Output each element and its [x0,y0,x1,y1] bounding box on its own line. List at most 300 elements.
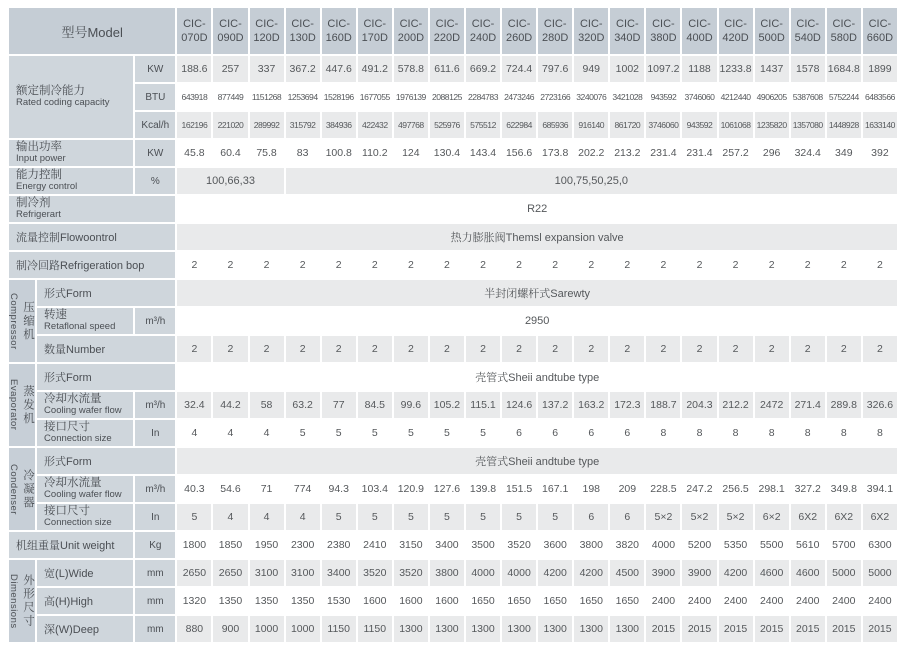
value-cell: 221020 [213,112,247,138]
row-label-energy-control [9,168,133,194]
value-cell: 2473246 [502,84,536,110]
value-cell: 2015 [827,616,861,642]
value-cell: 271.4 [791,392,825,418]
model-code: 400D [686,32,713,44]
row-label-text: 高(H)High [44,596,93,608]
value-cell: 8 [682,420,716,446]
section-label-zh: 蒸发机 [22,384,35,426]
span-cell: 热力膨胀阀Themsl expansion valve [177,224,897,250]
value-cell: 1350 [286,588,320,614]
value-cell: 156.6 [502,140,536,166]
value-cell: 213.2 [610,140,644,166]
value-cell: 4 [213,420,247,446]
value-cell: 2400 [827,588,861,614]
unit-cell: mm [135,588,175,614]
table-row [9,84,897,110]
value-cell: 2 [430,252,464,278]
model-prefix: CIC- [652,17,675,30]
section-label-en: Compressor [8,292,20,350]
value-cell: 525976 [430,112,464,138]
value-cell: 367.2 [286,56,320,82]
table-row [9,476,897,502]
value-cell: 949 [574,56,608,82]
value-cell: 2 [646,252,680,278]
value-cell: 6 [538,420,572,446]
value-cell: 71 [250,476,284,502]
value-cell: 2 [719,336,753,362]
unit-cell: mm [135,616,175,642]
model-code: 240D [469,32,497,44]
model-header-cell [719,8,753,54]
model-header-cell [430,8,464,54]
value-cell: 75.8 [250,140,284,166]
value-cell: 5 [358,420,392,446]
model-header-cell [682,8,716,54]
value-cell: 685936 [538,112,572,138]
value-cell: 4200 [574,560,608,586]
value-cell: 5 [322,420,356,446]
value-cell: 2015 [755,616,789,642]
value-cell: 1600 [358,588,392,614]
value-cell: 1633140 [863,112,897,138]
value-cell: 2 [213,336,247,362]
model-prefix: CIC- [724,17,747,30]
row-label-refrigeration-loop [9,252,175,278]
value-cell: 5×2 [719,504,753,530]
value-cell: 1684.8 [827,56,861,82]
value-cell: 202.2 [574,140,608,166]
model-label-cell: 型号Model [9,8,175,54]
value-cell: 3400 [322,560,356,586]
value-cell: 4200 [538,560,572,586]
value-cell: 1950 [250,532,284,558]
value-cell: 103.4 [358,476,392,502]
value-cell: 5500 [755,532,789,558]
value-cell: 3100 [286,560,320,586]
value-cell: 5 [322,504,356,530]
model-code: 070D [181,32,208,44]
value-cell: 3500 [466,532,500,558]
table-row [9,280,897,306]
row-label-zh: 接口尺寸 [44,420,91,433]
row-label-dim-deep [37,616,133,642]
table-row [9,504,897,530]
row-label-dim-high [37,588,133,614]
model-header-cell [322,8,356,54]
value-cell: 880 [177,616,211,642]
value-cell: 151.5 [502,476,536,502]
value-cell: 5 [466,420,500,446]
model-code: 170D [361,32,388,44]
value-cell: 1650 [574,588,608,614]
row-label-zh: 输出功率 [16,140,62,153]
value-cell: 212.2 [719,392,753,418]
value-cell: 1528196 [322,84,356,110]
row-label-text: 深(W)Deep [44,624,100,636]
spec-table [7,6,899,644]
value-cell: 5 [502,504,536,530]
value-cell: 137.2 [538,392,572,418]
row-label-text: 流量控制Flowoontrol [16,232,117,244]
value-cell: 8 [791,420,825,446]
value-cell: 188.7 [646,392,680,418]
unit-cell: In [135,504,175,530]
value-cell: 2 [286,336,320,362]
value-cell: 5 [358,504,392,530]
value-cell: 422432 [358,112,392,138]
model-code: 540D [794,32,821,44]
value-cell: 198 [574,476,608,502]
value-cell: 2284783 [466,84,500,110]
unit-cell: BTU [135,84,175,110]
model-header-cell [213,8,247,54]
value-cell: 3600 [538,532,572,558]
unit-cell: Kcal/h [135,112,175,138]
value-cell: 1650 [502,588,536,614]
value-cell: 1151268 [250,84,284,110]
value-cell: 2400 [791,588,825,614]
value-cell: 5610 [791,532,825,558]
row-label-evaporator-form [37,364,175,390]
value-cell: 4 [213,504,247,530]
row-label-compressor-number [37,336,175,362]
value-cell: 1150 [322,616,356,642]
row-label-condenser-form [37,448,175,474]
value-cell: 2400 [646,588,680,614]
value-cell: 2 [322,252,356,278]
table-row [9,224,897,250]
value-cell: 3746060 [682,84,716,110]
row-label-text: 机组重量Unit weight [16,540,115,552]
value-cell: 8 [719,420,753,446]
value-cell: 2 [358,252,392,278]
row-label-zh: 冷却水流量 [44,476,102,489]
value-cell: 2 [430,336,464,362]
row-label-evaporator-flow [37,392,133,418]
model-code: 320D [578,32,605,44]
value-cell: 4000 [646,532,680,558]
value-cell: 4200 [719,560,753,586]
value-cell: 1650 [610,588,644,614]
model-prefix: CIC- [688,17,711,30]
value-cell: 1976139 [394,84,428,110]
value-cell: 1300 [502,616,536,642]
model-header-cell [177,8,211,54]
value-cell: 1235820 [755,112,789,138]
value-cell: 2 [538,252,572,278]
value-cell: 575512 [466,112,500,138]
value-cell: 3150 [394,532,428,558]
value-cell: 1097.2 [646,56,680,82]
value-cell: 6X2 [827,504,861,530]
value-cell: 139.8 [466,476,500,502]
value-cell: 1650 [466,588,500,614]
value-cell: 115.1 [466,392,500,418]
model-code: 340D [614,32,641,44]
value-cell: 172.3 [610,392,644,418]
model-header-cell [394,8,428,54]
value-cell: 2 [250,252,284,278]
row-label-en: Rated coding capacity [16,97,110,109]
value-cell: 3400 [430,532,464,558]
section-label-condenser-form [9,448,35,530]
value-cell: 2015 [646,616,680,642]
value-cell: 797.6 [538,56,572,82]
unit-cell: mm [135,560,175,586]
value-cell: 1300 [394,616,428,642]
value-cell: 5387608 [791,84,825,110]
value-cell: 256.5 [719,476,753,502]
table-row [9,448,897,474]
row-label-en: Retaflonal speed [44,321,116,333]
model-header-cell [646,8,680,54]
model-code: 580D [830,32,857,44]
value-cell: 44.2 [213,392,247,418]
row-label-zh: 能力控制 [16,168,62,181]
value-cell: 1300 [466,616,500,642]
value-cell: 491.2 [358,56,392,82]
value-cell: 1850 [213,532,247,558]
value-cell: 6X2 [791,504,825,530]
value-cell: 2650 [177,560,211,586]
value-cell: 2 [791,336,825,362]
value-cell: 1300 [430,616,464,642]
value-cell: 4 [286,504,320,530]
row-label-zh: 冷却水流量 [44,392,102,405]
value-cell: 231.4 [682,140,716,166]
value-cell: 1300 [610,616,644,642]
value-cell: 4000 [466,560,500,586]
model-prefix: CIC- [291,17,314,30]
value-cell: 2015 [791,616,825,642]
value-cell: 6 [502,420,536,446]
value-cell: 5752244 [827,84,861,110]
value-cell: 611.6 [430,56,464,82]
value-cell: 1677055 [358,84,392,110]
value-cell: 2650 [213,560,247,586]
value-cell: 669.2 [466,56,500,82]
value-cell: 209 [610,476,644,502]
table-row [9,168,897,194]
value-cell: 6 [574,420,608,446]
value-cell: 2 [394,336,428,362]
value-cell: 5 [430,420,464,446]
value-cell: 2380 [322,532,356,558]
value-cell: 392 [863,140,897,166]
model-prefix: CIC- [868,17,892,30]
value-cell: 315792 [286,112,320,138]
row-label-en: Input power [16,153,66,165]
value-cell: 2400 [682,588,716,614]
model-code: 220D [433,32,461,44]
row-label-text: 形式Form [44,456,92,468]
unit-cell: Kg [135,532,175,558]
value-cell: 3800 [574,532,608,558]
value-cell: 8 [755,420,789,446]
row-label-en: Connection size [44,433,112,445]
value-cell: 349.8 [827,476,861,502]
value-cell: 622984 [502,112,536,138]
unit-cell: KW [135,140,175,166]
value-cell: 45.8 [177,140,211,166]
value-cell: 1002 [610,56,644,82]
value-cell: 54.6 [213,476,247,502]
table-row [9,8,897,54]
table-row [9,392,897,418]
model-code: 380D [650,32,677,44]
value-cell: 4600 [755,560,789,586]
value-cell: 2 [574,252,608,278]
model-code: 200D [397,32,425,44]
value-cell: 77 [322,392,356,418]
value-cell: 6300 [863,532,897,558]
table-row [9,616,897,642]
value-cell: 643918 [177,84,211,110]
section-label-zh: 冷凝器 [22,468,35,510]
value-cell: 6 [610,420,644,446]
value-cell: 1000 [250,616,284,642]
value-cell: 2 [502,336,536,362]
value-cell: 32.4 [177,392,211,418]
value-cell: 3520 [358,560,392,586]
value-cell: 289.8 [827,392,861,418]
value-cell: 2410 [358,532,392,558]
value-cell: 1188 [682,56,716,82]
value-cell: 231.4 [646,140,680,166]
span-cell: 2950 [177,308,897,334]
table-row [9,252,897,278]
value-cell: 3900 [646,560,680,586]
value-cell: 943592 [682,112,716,138]
value-cell: 4600 [791,560,825,586]
value-cell: 40.3 [177,476,211,502]
value-cell: 2 [719,252,753,278]
model-code: 130D [289,32,316,44]
model-prefix: CIC- [796,17,820,30]
table-row [9,532,897,558]
row-label-condenser-flow [37,476,133,502]
value-cell: 1578 [791,56,825,82]
value-cell: 2015 [682,616,716,642]
value-cell: 58 [250,392,284,418]
model-header-cell [250,8,284,54]
value-cell: 4 [177,420,211,446]
row-label-text: 数量Number [44,344,106,356]
row-label-en: Energy control [16,181,78,193]
model-header-cell [791,8,825,54]
value-cell: 8 [646,420,680,446]
row-label-evaporator-connection [37,420,133,446]
section-label-zh: 外形尺寸 [22,573,35,628]
value-cell: 8 [827,420,861,446]
value-cell: 326.6 [863,392,897,418]
model-code: 420D [722,32,749,44]
value-cell: 2 [177,336,211,362]
row-label-en: Cooling wafer flow [44,405,122,417]
model-code: 120D [253,32,280,44]
row-label-refrigerant [9,196,175,222]
span-cell: 壳管式Sheii andtube type [177,448,897,474]
value-cell: 1530 [322,588,356,614]
value-cell: 1650 [538,588,572,614]
unit-cell: m³/h [135,476,175,502]
row-label-compressor-form [37,280,175,306]
value-cell: 2 [682,336,716,362]
value-cell: 2300 [286,532,320,558]
value-cell: 1320 [177,588,211,614]
value-cell: 2 [358,336,392,362]
value-cell: 2 [466,252,500,278]
value-cell: 3421028 [610,84,644,110]
value-cell: 257.2 [719,140,753,166]
table-row [9,140,897,166]
value-cell: 162196 [177,112,211,138]
value-cell: 5 [538,504,572,530]
value-cell: 1253694 [286,84,320,110]
model-prefix: CIC- [327,17,351,30]
value-cell: 84.5 [358,392,392,418]
section-label-en: Condenser [8,463,20,515]
unit-cell: In [135,420,175,446]
section-label-en: Dimensions [8,573,20,629]
value-cell: 143.4 [466,140,500,166]
model-header-cell [610,8,644,54]
model-code: 260D [505,32,533,44]
model-header-cell [538,8,572,54]
table-row [9,364,897,390]
value-cell: 2 [322,336,356,362]
model-header-row [9,8,897,54]
value-cell: 349 [827,140,861,166]
table-row [9,308,897,334]
row-label-zh: 转速 [44,308,68,321]
row-label-compressor-speed [37,308,133,334]
value-cell: 2015 [719,616,753,642]
value-cell: 2 [827,252,861,278]
value-cell: 497768 [394,112,428,138]
value-cell: 298.1 [755,476,789,502]
value-cell: 124 [394,140,428,166]
value-cell: 900 [213,616,247,642]
unit-cell: KW [135,56,175,82]
model-prefix: CIC- [363,17,387,30]
value-cell: 5 [394,504,428,530]
value-cell: 2 [610,336,644,362]
value-cell: 2 [502,252,536,278]
row-label-input-power [9,140,133,166]
value-cell: 5000 [827,560,861,586]
value-cell: 943592 [646,84,680,110]
value-cell: 5×2 [646,504,680,530]
row-label-condenser-connection [37,504,133,530]
value-cell: 1300 [574,616,608,642]
value-cell: 5 [394,420,428,446]
value-cell: 1350 [250,588,284,614]
value-cell: 2 [394,252,428,278]
value-cell: 2 [466,336,500,362]
row-label-flow-control [9,224,175,250]
row-label-zh: 额定制冷能力 [16,84,85,97]
section-label-compressor-form [9,280,35,362]
value-cell: 877449 [213,84,247,110]
value-cell: 228.5 [646,476,680,502]
span-cell: 壳管式Sheii andtube type [177,364,897,390]
value-cell: 127.6 [430,476,464,502]
value-cell: 5200 [682,532,716,558]
value-cell: 2088125 [430,84,464,110]
model-prefix: CIC- [219,17,242,30]
model-prefix: CIC- [435,17,459,30]
